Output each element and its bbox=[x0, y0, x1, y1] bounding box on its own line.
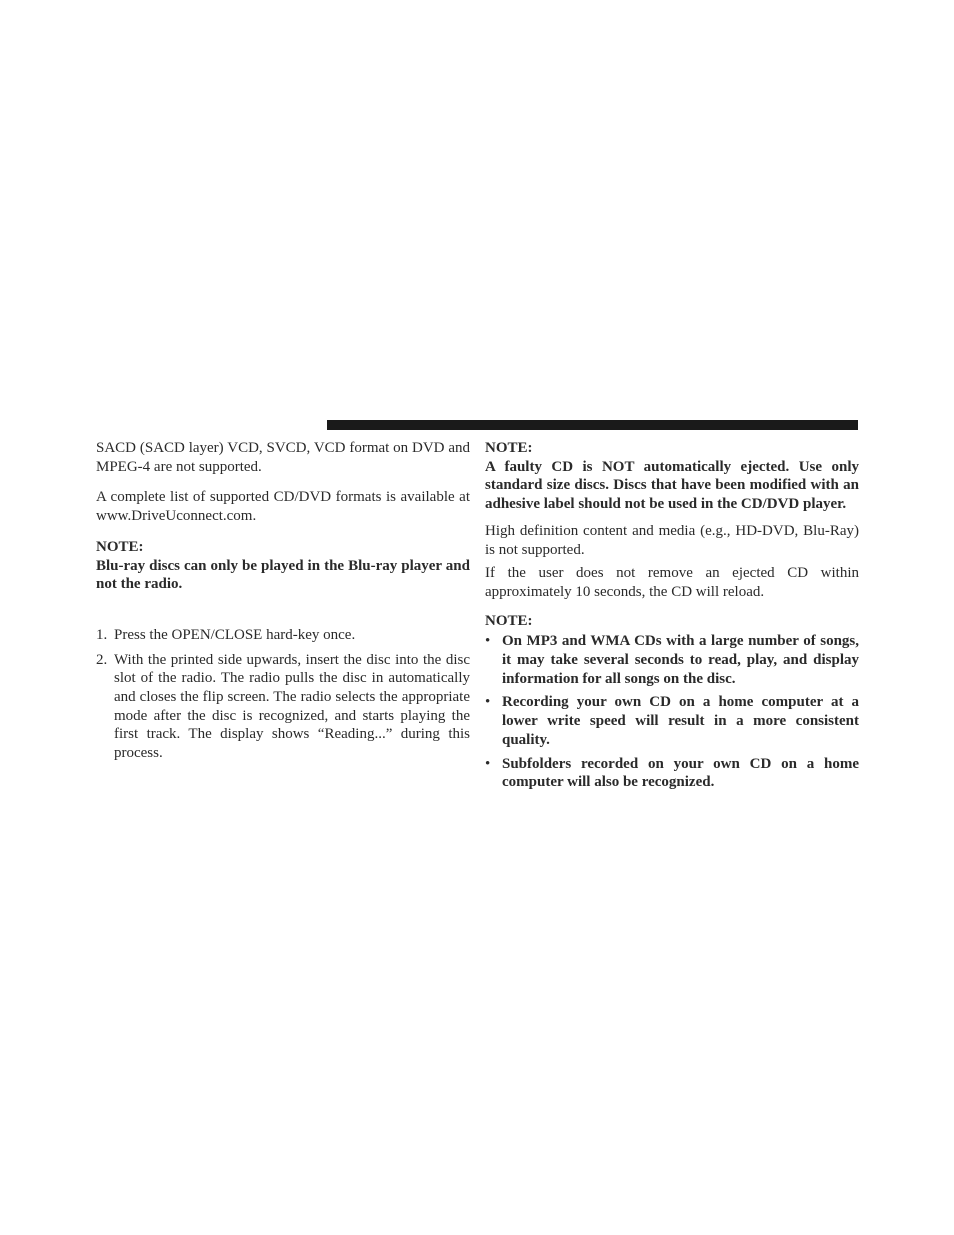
bullet-text: On MP3 and WMA CDs with a large number of songs, it may take several seconds to read, play, and display information for all songs on the disc. bbox=[502, 633, 859, 687]
right-column bbox=[485, 439, 859, 792]
bullet-item bbox=[485, 632, 859, 688]
bluray-note-text: Blu-ray discs can only be played in the Blu-ray player and not the radio. bbox=[96, 557, 470, 593]
ejected-cd-text: If the user does not remove an ejected CD within approximately 10 seconds, the CD will reload. bbox=[485, 565, 859, 600]
note-label: NOTE: bbox=[485, 440, 533, 456]
faulty-cd-note-text: A faulty CD is NOT automatically ejected. Use only standard size discs. Discs that have been modified with an adhesive label should not be used in the CD/DVD player. bbox=[485, 458, 859, 513]
bullet-item bbox=[485, 755, 859, 792]
instruction-steps bbox=[96, 626, 470, 763]
step-number: 1. bbox=[96, 626, 108, 643]
unsupported-formats-text: SACD (SACD layer) VCD, SVCD, VCD format on DVD and MPEG-4 are not supported. bbox=[96, 440, 470, 475]
step-text: With the printed side upwards, insert the disc into the disc slot of the radio. The radio pulls the disc in automatically and closes the flip screen. The radio selects the appropriate mode after the disc is recognized, and starts playing the first track. The display shows “Reading...” during this process. bbox=[114, 651, 470, 762]
bullet-icon: • bbox=[485, 633, 491, 650]
note-bullet-list bbox=[485, 632, 859, 792]
section-header-bar bbox=[327, 420, 858, 430]
bullet-icon: • bbox=[485, 755, 491, 772]
bullet-text: Subfolders recorded on your own CD on a home computer will also be recognized. bbox=[502, 755, 859, 791]
note-label: NOTE: bbox=[96, 538, 144, 555]
bullet-text: Recording your own CD on a home computer at a lower write speed will result in a more consistent quality. bbox=[502, 694, 859, 748]
step-number: 2. bbox=[96, 651, 108, 668]
step-text: Press the OPEN/CLOSE hard-key once. bbox=[114, 626, 356, 643]
note-label: NOTE: bbox=[485, 612, 533, 629]
supported-formats-text: A complete list of supported CD/DVD formats is available at www.DriveUconnect.com. bbox=[96, 489, 470, 525]
hd-content-text: High definition content and media (e.g., HD-DVD, Blu-Ray) is not supported. bbox=[485, 522, 859, 558]
bullet-icon: • bbox=[485, 694, 491, 711]
step-item bbox=[96, 626, 470, 645]
step-item bbox=[96, 651, 470, 763]
bullet-item bbox=[485, 693, 859, 749]
left-column bbox=[96, 439, 470, 763]
